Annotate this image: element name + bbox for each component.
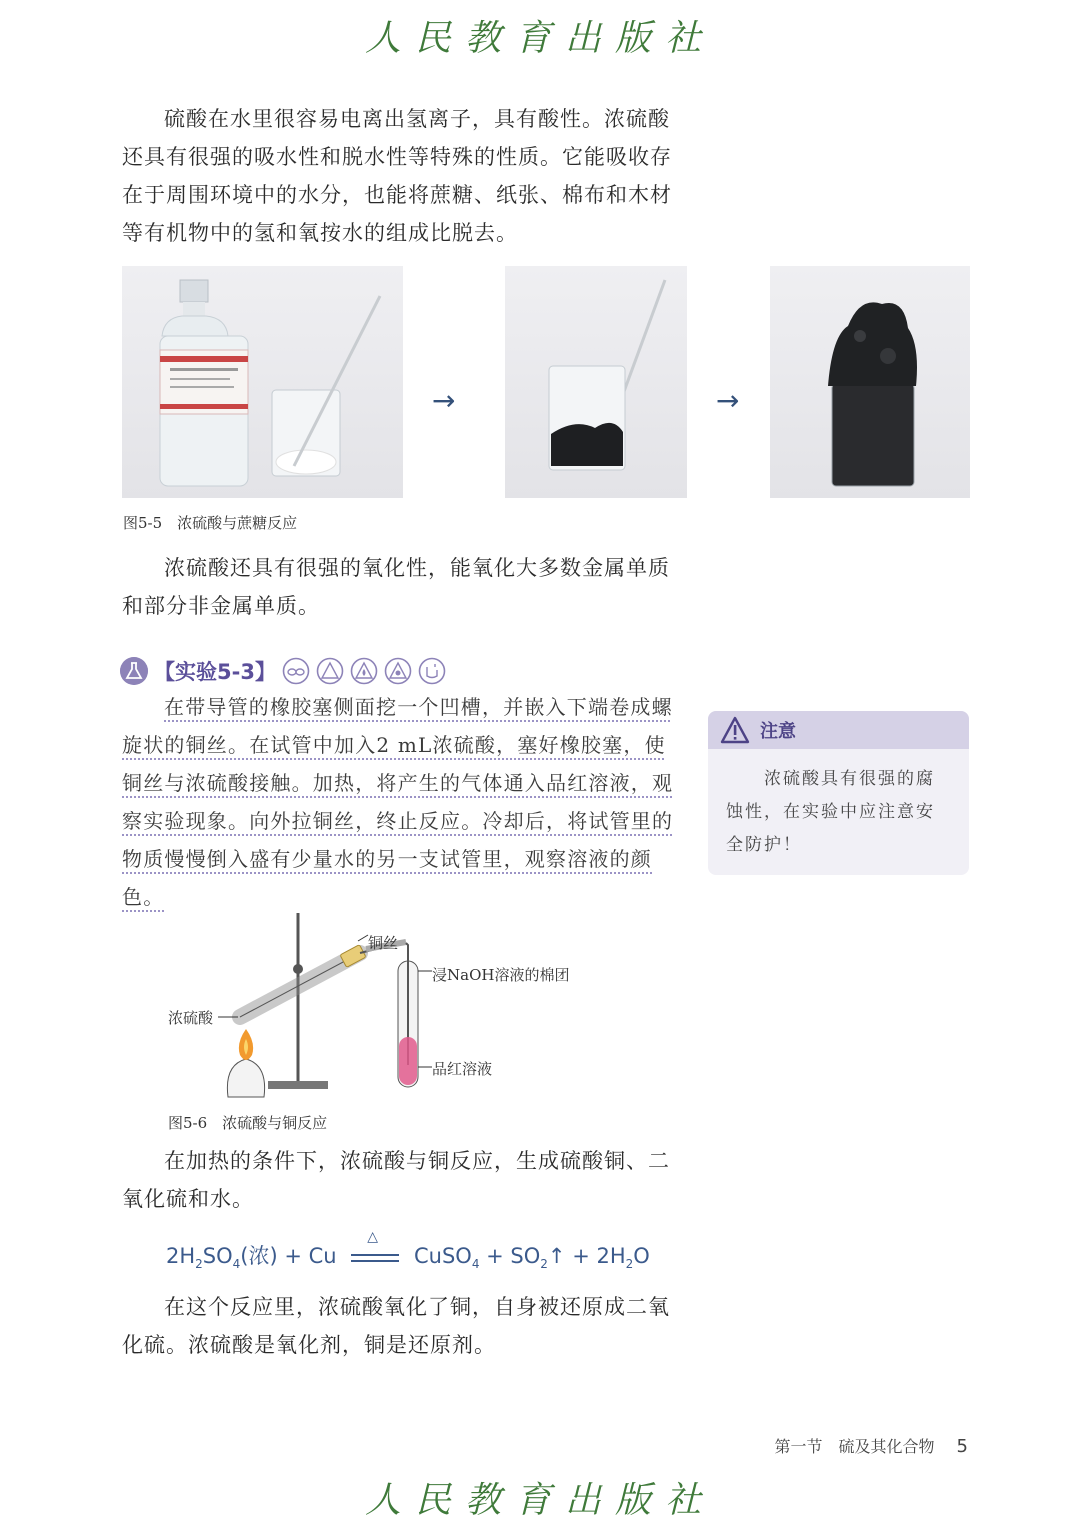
heat-warning-icon bbox=[350, 657, 378, 685]
publisher-logo-bottom: 人民教育出版社 bbox=[364, 1480, 715, 1521]
photo-carbon-column bbox=[770, 266, 970, 498]
label-copper-wire: 铜丝 bbox=[368, 934, 399, 952]
corrosive-warning-icon bbox=[316, 657, 344, 685]
photo-acid-and-sugar bbox=[122, 266, 403, 498]
page-number: 5 bbox=[956, 1436, 968, 1457]
paragraph-conclusion: 在这个反应里，浓硫酸氧化了铜，自身被还原成二氧化硫。浓硫酸是氧化剂，铜是还原剂。 bbox=[122, 1295, 670, 1357]
heat-icon: △ bbox=[367, 1229, 379, 1245]
equals-with-heat bbox=[351, 1229, 399, 1267]
paragraph-reaction: 在加热的条件下，浓硫酸与铜反应，生成硫酸铜、二氧化硫和水。 bbox=[122, 1149, 670, 1211]
notice-title: 注意 bbox=[760, 721, 796, 742]
wash-hands-icon bbox=[418, 657, 446, 685]
label-naoh-cotton: 浸NaOH溶液的棉团 bbox=[432, 966, 570, 984]
notice-box bbox=[708, 711, 969, 875]
paragraph-intro: 硫酸在水里很容易电离出氢离子，具有酸性。浓硫酸还具有很强的吸水性和脱水性等特殊的性质。它能吸收存在于周围环境中的水分，也能将蔗糖、纸张、棉布和木材等有机物中的氢和氧按水的组成比脱去。 bbox=[122, 107, 672, 245]
figure-caption: 图5-6 浓硫酸与铜反应 bbox=[168, 1114, 328, 1132]
label-magenta-solution: 品红溶液 bbox=[432, 1060, 493, 1078]
experiment-title: 【实验5-3】 bbox=[154, 660, 276, 684]
flask-icon bbox=[120, 657, 148, 685]
label-concentrated-acid: 浓硫酸 bbox=[168, 1009, 214, 1027]
goggles-icon bbox=[282, 657, 310, 685]
photo-reaction-begins bbox=[505, 266, 687, 498]
chemical-equation: $2H_2SO_4$(浓) + Cu △ CuSO$_4$ + $SO_2↑ + 2H_2O$ bbox=[166, 1229, 650, 1272]
publisher-logo-top: 人民教育出版社 bbox=[364, 18, 715, 59]
warning-triangle-icon bbox=[720, 716, 750, 744]
experiment-procedure: 在带导管的橡胶塞侧面挖一个凹槽，并嵌入下端卷成螺旋状的铜丝。在试管中加入2 mL浓硫酸，塞好橡胶塞，使铜丝与浓硫酸接触。加热，将产生的气体通入品红溶液，观察实验现象。向外拉铜丝，终止反应。冷却后，将试管里的物质慢慢倒入盛有少量水的另一支试管里，观察溶液的颜色。 bbox=[122, 695, 674, 909]
notice-body: 浓硫酸具有很强的腐蚀性，在实验中应注意安全防护！ bbox=[726, 769, 935, 855]
toxic-gas-icon bbox=[384, 657, 412, 685]
section-title: 第一节 硫及其化合物 bbox=[774, 1437, 935, 1456]
arrow-icon: → bbox=[432, 384, 456, 417]
paragraph-oxidation: 浓硫酸还具有很强的氧化性，能氧化大多数金属单质和部分非金属单质。 bbox=[122, 556, 670, 618]
experiment-heading bbox=[120, 654, 446, 688]
page-footer bbox=[775, 1434, 968, 1457]
figure-caption: 图5-5 浓硫酸与蔗糖反应 bbox=[123, 514, 298, 532]
arrow-icon: → bbox=[716, 384, 740, 417]
